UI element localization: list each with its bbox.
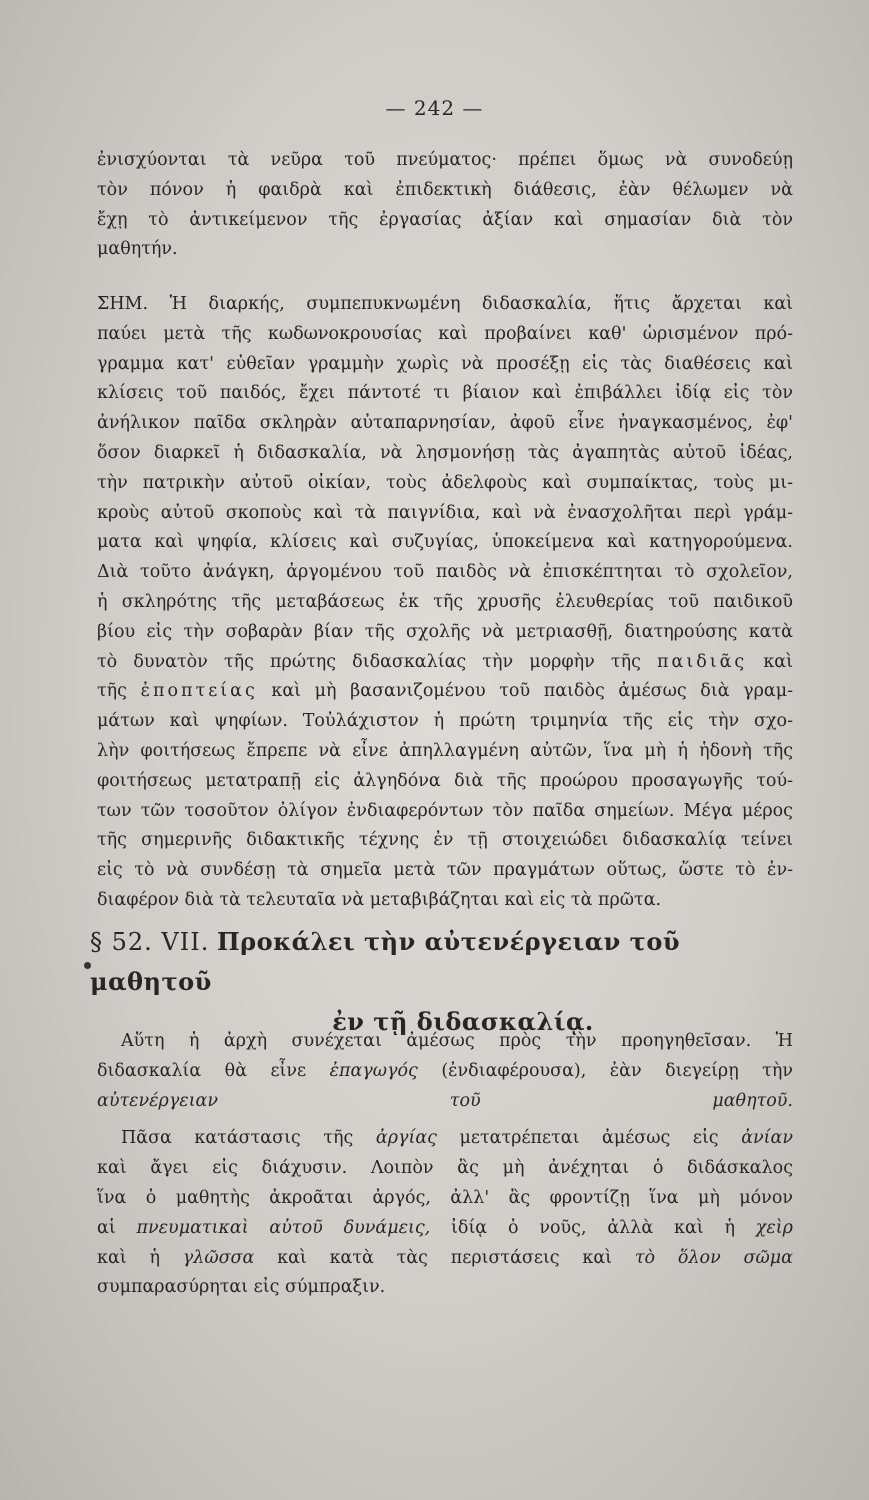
text-line: Αὕτη ἡ ἀρχὴ συνέχεται ἀμέσως πρὸς τὴν προηγηθεῖσαν. Ἡ <box>121 1031 793 1051</box>
text-run: ἰδίᾳ ὁ νοῦς, ἀλλὰ καὶ ἡ <box>451 1217 735 1238</box>
text-line: βίου εἰς τὴν σοβαρὰν βίαν τῆς σχολῆς νὰ μετριασθῇ, διατηρούσης κατὰ <box>97 621 793 642</box>
section-heading <box>90 922 796 1042</box>
italic-term: πνευματικαὶ αὐτοῦ δυνάμεις, <box>136 1217 431 1238</box>
text-run: καὶ <box>763 651 793 672</box>
text-line: κλίσεις τοῦ παιδός, ἔχει πάντοτέ τι βίαιον καὶ ἐπιβάλλει ἰδίᾳ εἰς τὸν <box>97 383 793 404</box>
text-run: καὶ κατὰ τὰς περιστάσεις καὶ <box>277 1247 613 1268</box>
text-line: λὴν φοιτήσεως ἔπρεπε νὰ εἶνε ἀπηλλαγμένη αὐτῶν, ἵνα μὴ ἡ ἡδονὴ τῆς <box>97 740 793 761</box>
text-run: Πᾶσα κατάστασις τῆς <box>121 1128 354 1149</box>
text-line <box>97 1244 793 1274</box>
text-line: ἡ σκληρότης τῆς μεταβάσεως ἐκ τῆς χρυσῆς ἐλευθερίας τοῦ παιδικοῦ <box>97 591 793 612</box>
text-line: ἔχῃ τὸ ἀντικείμενον τῆς ἐργασίας ἀξίαν καὶ σημασίαν διὰ τὸν <box>97 209 793 230</box>
text-line: φοιτήσεως μετατραπῇ εἰς ἀλγηδόνα διὰ τῆς προώρου προσαγωγῆς τού- <box>97 770 793 791</box>
italic-term: γλῶσσα <box>182 1247 255 1268</box>
paragraph-1 <box>97 146 793 265</box>
text-line: τῆς σημερινῆς διδακτικῆς τέχνης ἐν τῇ στοιχειώδει διδασκαλίᾳ τείνει <box>97 830 793 851</box>
heading-line-2: ἐν τῇ διδασκαλίᾳ. <box>332 1007 594 1036</box>
text-line: καὶ ἄγει εἰς διάχυσιν. Λοιπὸν ἂς μὴ ἀνέχηται ὁ διδάσκαλος <box>97 1158 793 1179</box>
text-line: παύει μετὰ τῆς κωδωνοκρουσίας καὶ προβαίνει καθ' ὡρισμένον πρό- <box>97 323 793 344</box>
section-title: Προκάλει τὴν αὐτενέργειαν τοῦ μαθητοῦ <box>90 927 680 996</box>
text-run: τῆς <box>97 681 127 702</box>
italic-line: αὐτενέργειαν τοῦ μαθητοῦ. <box>97 1090 793 1111</box>
italic-term: τὸ ὅλον σῶμα <box>634 1247 793 1268</box>
text-run: μετατρέπεται ἀμέσως εἰς <box>459 1128 719 1149</box>
text-run: τὸ δυνατὸν τῆς πρώτης διδασκαλίας τὴν μορφὴν τῆς <box>97 651 641 672</box>
section-number: § 52. VII. <box>90 928 210 956</box>
text-line <box>97 677 793 707</box>
page-number: — 242 — <box>385 96 484 120</box>
spaced-word: παιδιᾶς <box>657 651 748 672</box>
text-line: ματα καὶ ψηφία, κλίσεις καὶ συζυγίας, ὑποκείμενα καὶ κατηγορούμενα. <box>97 532 793 553</box>
spaced-word: ἐποπτείας <box>140 681 258 702</box>
text-line: ἵνα ὁ μαθητὴς ἀκροᾶται ἀργός, ἀλλ' ἂς φροντίζῃ ἵνα μὴ μόνον <box>97 1187 793 1208</box>
text-line: των τῶν τοσοῦτον ὀλίγον ἐνδιαφερόντων τὸν παῖδα σημείων. Μέγα μέρος <box>97 800 793 821</box>
text-line <box>97 648 793 678</box>
paragraph-2-3 <box>97 1027 793 1303</box>
text-run: διδασκαλία θὰ εἶνε <box>97 1060 307 1081</box>
text-line: τὸν πόνον ἡ φαιδρὰ καὶ ἐπιδεκτικὴ διάθεσις, ἐὰν θέλωμεν νὰ <box>97 179 793 200</box>
italic-term: ἀργίας <box>375 1128 437 1149</box>
text-line: ἐνισχύονται τὰ νεῦρα τοῦ πνεύματος· πρέπει ὅμως νὰ συνοδεύῃ <box>97 150 793 170</box>
text-line: γραμμα κατ' εὐθεῖαν γραμμὴν χωρὶς νὰ προσέξῃ εἰς τὰς διαθέσεις καὶ <box>97 353 793 374</box>
text-line: συμπαρασύρηται εἰς σύμπραξιν. <box>97 1277 386 1298</box>
text-line <box>97 1124 793 1154</box>
italic-term: ἀνίαν <box>741 1128 793 1149</box>
text-run: καὶ ἡ <box>97 1247 160 1268</box>
text-line: ΣΗΜ. Ἡ διαρκής, συμπεπυκνωμένη διδασκαλία, ἥτις ἄρχεται καὶ <box>97 294 793 314</box>
text-line: μάτων καὶ ψηφίων. Τοὐλάχιστον ἡ πρώτη τριμηνία τῆς εἰς τὴν σχο- <box>97 711 793 732</box>
text-line: τὴν πατρικὴν αὐτοῦ οἰκίαν, τοὺς ἀδελφοὺς καὶ συμπαίκτας, τοὺς μι- <box>97 472 793 493</box>
text-line: ἀνήλικον παῖδα σκληρὰν αὐταπαρνησίαν, ἀφοῦ εἶνε ἠναγκασμένος, ἐφ' <box>97 413 793 434</box>
text-run: καὶ μὴ βασανιζομένου τοῦ παιδὸς ἀμέσως διὰ γραμ- <box>271 681 793 702</box>
text-line: κροὺς αὐτοῦ σκοποὺς καὶ τὰ παιγνίδια, καὶ νὰ ἐνασχολῆται περὶ γράμ- <box>97 502 793 523</box>
italic-term: χεὶρ <box>755 1217 793 1238</box>
text-line: μαθητήν. <box>97 239 178 260</box>
text-line: διαφέρον διὰ τὰ τελευταῖα νὰ μεταβιβάζηται καὶ εἰς τὰ πρῶτα. <box>97 889 662 910</box>
heading-line-1 <box>90 922 796 1002</box>
italic-term: ἐπαγωγός <box>329 1060 418 1081</box>
text-line: εἰς τὸ νὰ συνδέσῃ τὰ σημεῖα μετὰ τῶν πραγμάτων οὕτως, ὥστε τὸ ἐν- <box>97 860 793 881</box>
text-line: Διὰ τοῦτο ἀνάγκη, ἀργομένου τοῦ παιδὸς νὰ ἐπισκέπτηται τὸ σχολεῖον, <box>97 562 793 583</box>
note-paragraph <box>97 290 793 916</box>
text-run: (ἐνδιαφέρουσα), ἐὰν διεγείρῃ τὴν <box>441 1060 793 1081</box>
text-run: αἱ <box>97 1217 116 1238</box>
text-line <box>97 1057 793 1087</box>
text-line <box>97 1214 793 1244</box>
text-line: ὅσον διαρκεῖ ἡ διδασκαλία, νὰ λησμονήσῃ τὰς ἀγαπητὰς αὐτοῦ ἰδέας, <box>97 442 793 463</box>
